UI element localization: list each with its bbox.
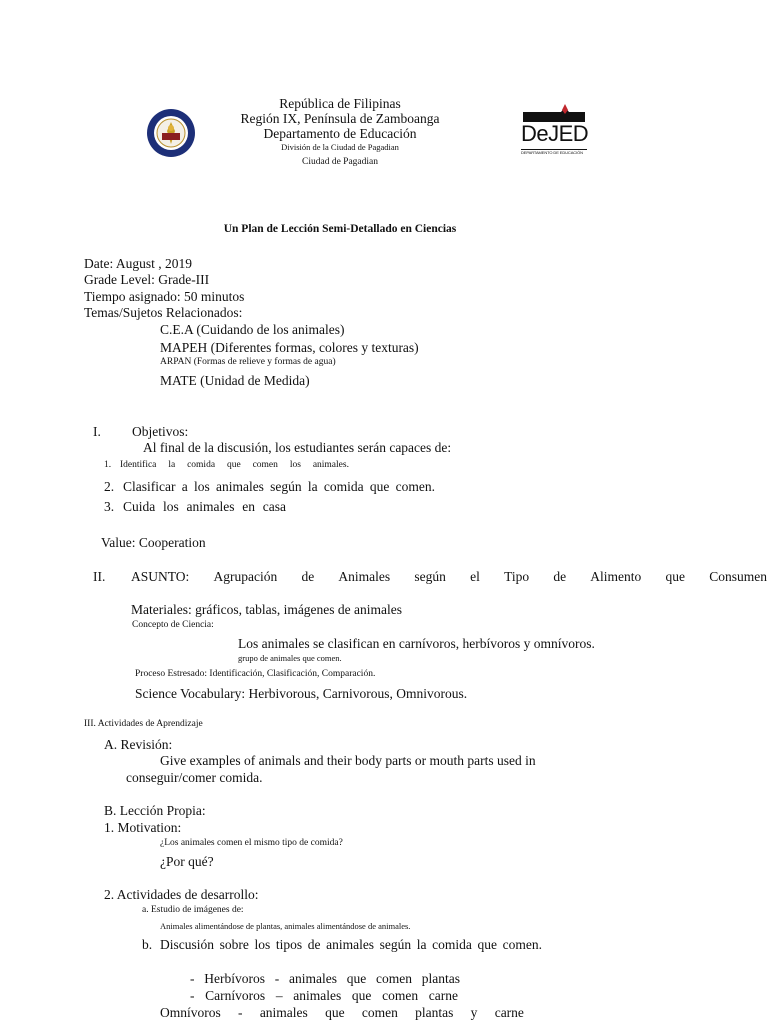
subject-line: ASUNTO: Agrupación de Animales según el Tipo de Alimento que Consumen [131, 569, 767, 584]
grade-line: Grade Level: Grade-III [84, 272, 210, 287]
deped-logo-subtext: DEPARTAMENTO DE EDUCACIÓN [521, 150, 583, 155]
activities-heading: III. Actividades de Aprendizaje [84, 719, 203, 729]
deped-flame-icon [521, 104, 587, 122]
header-city: Ciudad de Pagadian [302, 157, 378, 167]
revision-label: A. Revisión: [104, 737, 173, 752]
motivation-label: 1. Motivation: [104, 820, 182, 835]
header-republic: República de Filipinas [279, 96, 401, 111]
objectives-numeral: I. [93, 424, 101, 439]
topic-cea: C.E.A (Cuidando de los animales) [160, 322, 345, 337]
motivation-question-1: ¿Los animales comen el mismo tipo de comida? [160, 838, 343, 848]
development-b-line: Discusión sobre los tipos de animales según la comida que comen. [160, 937, 542, 952]
topic-mapeh: MAPEH (Diferentes formas, colores y texturas) [160, 340, 419, 355]
objectives-intro: Al final de la discusión, los estudiantes serán capaces de: [143, 440, 452, 455]
deped-seal-logo [145, 104, 197, 162]
concept-label: Concepto de Ciencia: [132, 620, 214, 630]
materials-line: Materiales: gráficos, tablas, imágenes de animales [131, 602, 403, 617]
development-a-text: Animales alimentándose de plantas, animales alimentándose de animales. [160, 921, 411, 931]
header-department: Departamento de Educación [263, 126, 417, 141]
objective-3-num: 3. [104, 499, 115, 514]
value-line: Value: Cooperation [101, 535, 206, 550]
topic-mate: MATE (Unidad de Medida) [160, 373, 310, 388]
process-line: Proceso Estresado: Identificación, Clasificación, Comparación. [135, 669, 376, 679]
objective-2: Clasificar a los animales según la comida que comen. [123, 479, 435, 494]
motivation-question-2: ¿Por qué? [160, 854, 214, 869]
type-omnivores: Omnívoros - animales que comen plantas y carne [160, 1005, 524, 1020]
objective-1-num: 1. [104, 460, 112, 470]
document-title: Un Plan de Lección Semi-Detallado en Ciencias [223, 223, 457, 235]
development-b-num: b. [142, 937, 153, 952]
vocabulary-line: Science Vocabulary: Herbivorous, Carnivorous, Omnivorous. [135, 686, 468, 701]
header-region: Región IX, Península de Zamboanga [240, 111, 440, 126]
date-line: Date: August , 2019 [84, 256, 192, 271]
objective-3: Cuida los animales en casa [123, 499, 286, 514]
type-carnivores: - Carnívoros – animales que comen carne [190, 988, 458, 1003]
deped-logo-text: DeJED [521, 121, 589, 146]
lesson-label: B. Lección Propia: [104, 803, 206, 818]
development-label: 2. Actividades de desarrollo: [104, 887, 259, 902]
revision-line-1: Give examples of animals and their body parts or mouth parts used in [160, 753, 536, 768]
header-division: División de la Ciudad de Pagadian [281, 142, 399, 152]
objective-1: Identifica la comida que comen los animales. [120, 460, 349, 470]
concept-line-1: Los animales se clasifican en carnívoros, herbívoros y omnívoros. [238, 636, 595, 651]
topics-label: Temas/Sujetos Relacionados: [84, 305, 243, 320]
concept-line-2: grupo de animales que comen. [238, 653, 342, 663]
objective-2-num: 2. [104, 479, 115, 494]
time-line: Tiempo asignado: 50 minutos [84, 289, 245, 304]
objectives-heading: Objetivos: [132, 424, 189, 439]
development-a-label: a. Estudio de imágenes de: [142, 905, 244, 915]
topic-arpan: ARPAN (Formas de relieve y formas de agua) [160, 357, 336, 367]
revision-line-2: conseguir/comer comida. [126, 770, 263, 785]
deped-logo [521, 104, 587, 156]
subject-numeral: II. [93, 569, 106, 584]
type-herbivores: - Herbívoros - animales que comen plantas [190, 971, 460, 986]
